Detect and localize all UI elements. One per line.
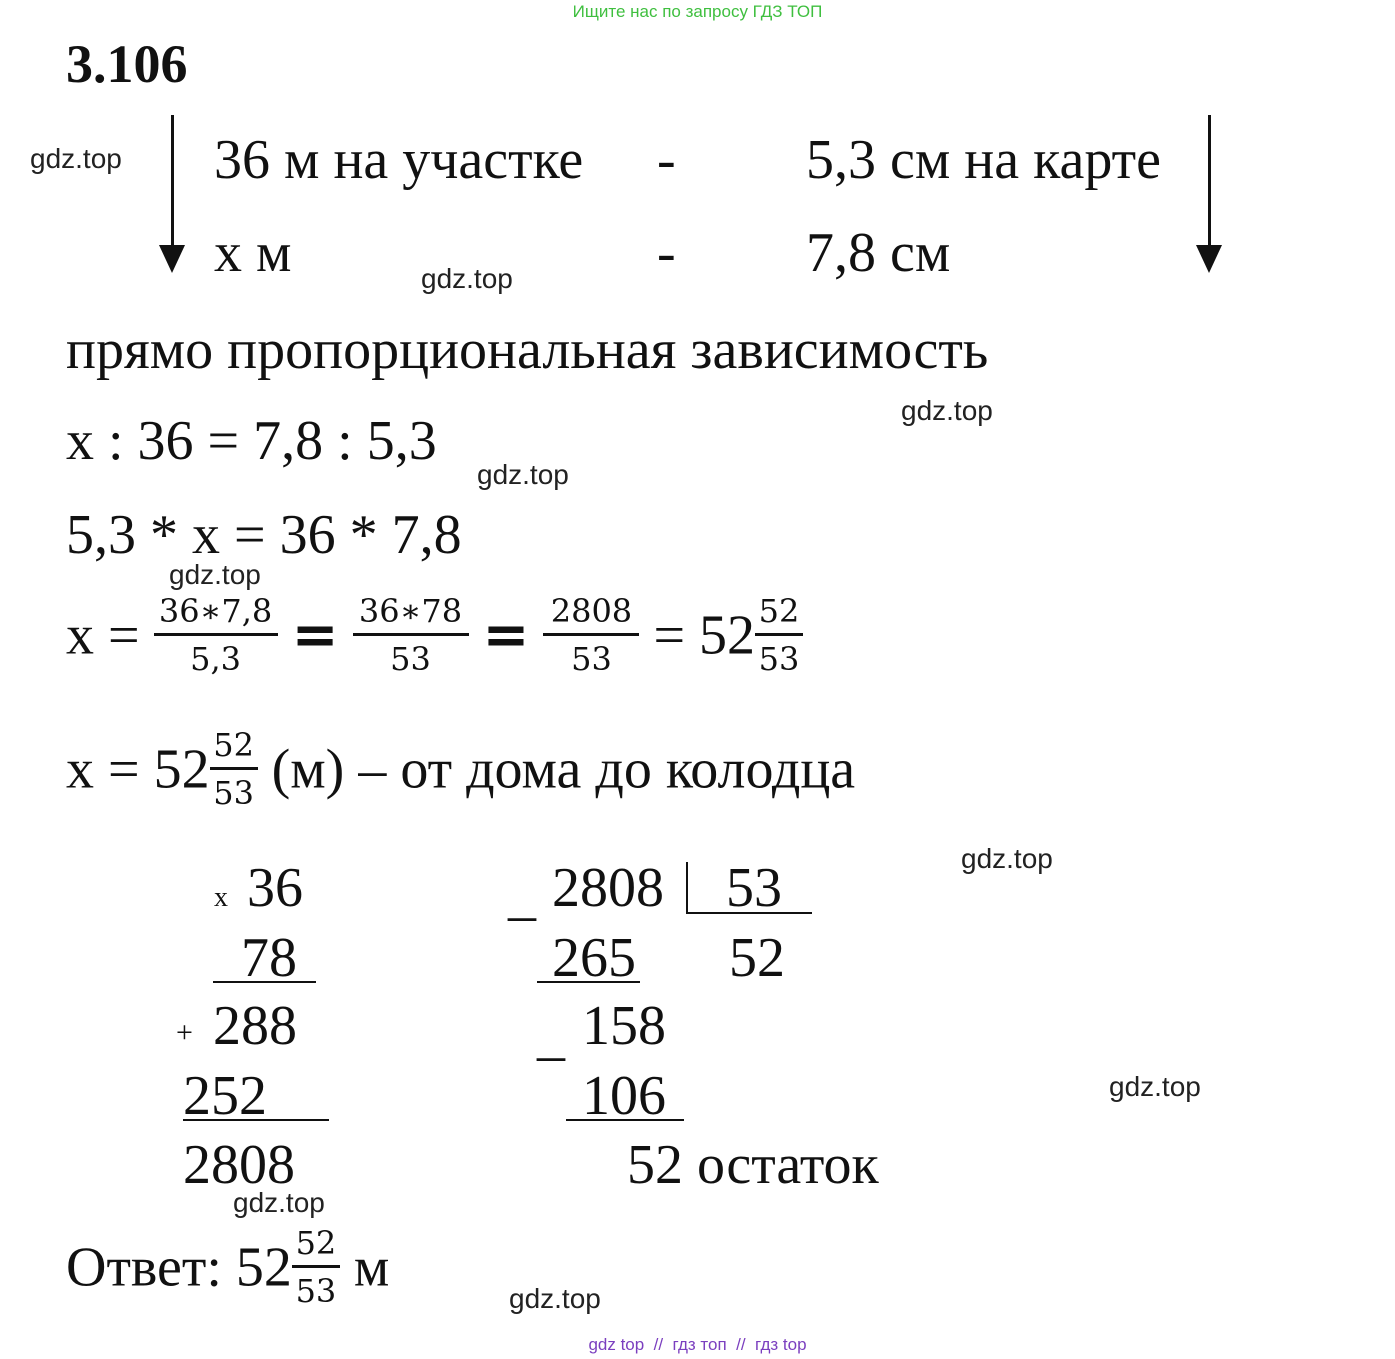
watermark: gdz.top	[169, 559, 261, 590]
div-line-1	[537, 981, 640, 983]
fraction-result-denominator: 53	[213, 774, 254, 813]
div-line-2	[566, 1119, 684, 1121]
div-divisor: 53	[726, 857, 782, 919]
mult-factor-b: 78	[241, 927, 297, 989]
right-arrow-icon	[1208, 115, 1211, 250]
fraction-4-numerator: 52	[758, 592, 800, 630]
answer-unit: м	[353, 1236, 390, 1299]
watermark: gdz.top	[1109, 1071, 1201, 1102]
fraction-2-numerator: 36∗78	[358, 592, 463, 630]
eq4-lhs: х = 52	[66, 738, 210, 801]
watermark: gdz.top	[901, 395, 993, 426]
watermark: gdz.top	[961, 843, 1053, 874]
fraction-result	[210, 728, 258, 811]
answer-fraction	[292, 1226, 340, 1309]
right-arrow-head-icon	[1196, 245, 1222, 273]
fraction-result-numerator: 52	[213, 726, 254, 764]
mult-line-2	[183, 1119, 329, 1121]
equation-result	[66, 728, 855, 811]
div-minus-1: _	[508, 865, 536, 927]
div-bracket-vertical	[686, 862, 688, 914]
mult-factor-a: 36	[247, 857, 303, 919]
watermark: gdz.top	[421, 263, 513, 294]
fraction-4	[755, 594, 803, 677]
mult-partial-1: 288	[213, 995, 297, 1057]
footer-links: gdz top // гдз топ // гдз top	[588, 1335, 807, 1354]
row2-right: 7,8 см	[806, 222, 951, 284]
fraction-1-denominator: 5,3	[190, 640, 242, 679]
watermark: gdz.top	[477, 459, 569, 490]
eq3-lhs: х =	[66, 604, 140, 667]
div-quotient: 52	[729, 927, 785, 989]
fraction-3-numerator: 2808	[550, 592, 633, 630]
left-arrow-head-icon	[159, 245, 185, 273]
fraction-3	[543, 594, 639, 677]
fraction-1-numerator: 36∗7,8	[158, 592, 273, 630]
div-subtrahend-1: 265	[552, 927, 636, 989]
row2-dash: -	[657, 222, 676, 284]
watermark: gdz.top	[509, 1283, 601, 1314]
row2-left: х м	[214, 222, 292, 284]
div-minus-2: _	[537, 1005, 565, 1067]
eq3-equals-2: =	[482, 602, 530, 668]
answer	[66, 1226, 389, 1309]
div-remainder-final: 52 остаток	[627, 1134, 879, 1196]
answer-label: Ответ: 52	[66, 1236, 292, 1299]
left-arrow-icon	[171, 115, 174, 250]
mult-partial-2: 252	[183, 1065, 267, 1127]
header-banner: Ищите нас по запросу ГДЗ ТОП	[572, 2, 823, 21]
equation-fractions	[66, 594, 803, 677]
mult-result: 2808	[183, 1134, 295, 1196]
eq3-whole: = 52	[653, 604, 756, 667]
fraction-2-denominator: 53	[390, 640, 431, 679]
row1-left: 36 м на участке	[214, 129, 584, 191]
fraction-3-denominator: 53	[571, 640, 612, 679]
div-remainder-1: 158	[582, 995, 666, 1057]
fraction-1	[154, 594, 278, 677]
watermark: gdz.top	[233, 1187, 325, 1218]
equation-product: 5,3 * х = 36 * 7,8	[66, 504, 462, 566]
answer-fraction-numerator: 52	[295, 1224, 337, 1262]
mult-line-1	[213, 981, 316, 983]
fraction-4-denominator: 53	[758, 640, 800, 679]
problem-number: 3.106	[66, 34, 188, 94]
row1-right: 5,3 см на карте	[806, 129, 1161, 191]
div-subtrahend-2: 106	[582, 1065, 666, 1127]
mult-plus-sign: +	[176, 1016, 193, 1049]
mult-sign: х	[214, 882, 228, 913]
row1-dash: -	[657, 129, 676, 191]
fraction-2	[353, 594, 469, 677]
eq4-rest: (м) – от дома до колодца	[271, 738, 856, 801]
dependency-text: прямо пропорциональная зависимость	[66, 319, 989, 381]
equation-proportion: х : 36 = 7,8 : 5,3	[66, 410, 437, 472]
watermark: gdz.top	[30, 143, 122, 174]
div-dividend: 2808	[552, 857, 664, 919]
eq3-equals-1: =	[291, 602, 339, 668]
answer-fraction-denominator: 53	[295, 1272, 337, 1311]
